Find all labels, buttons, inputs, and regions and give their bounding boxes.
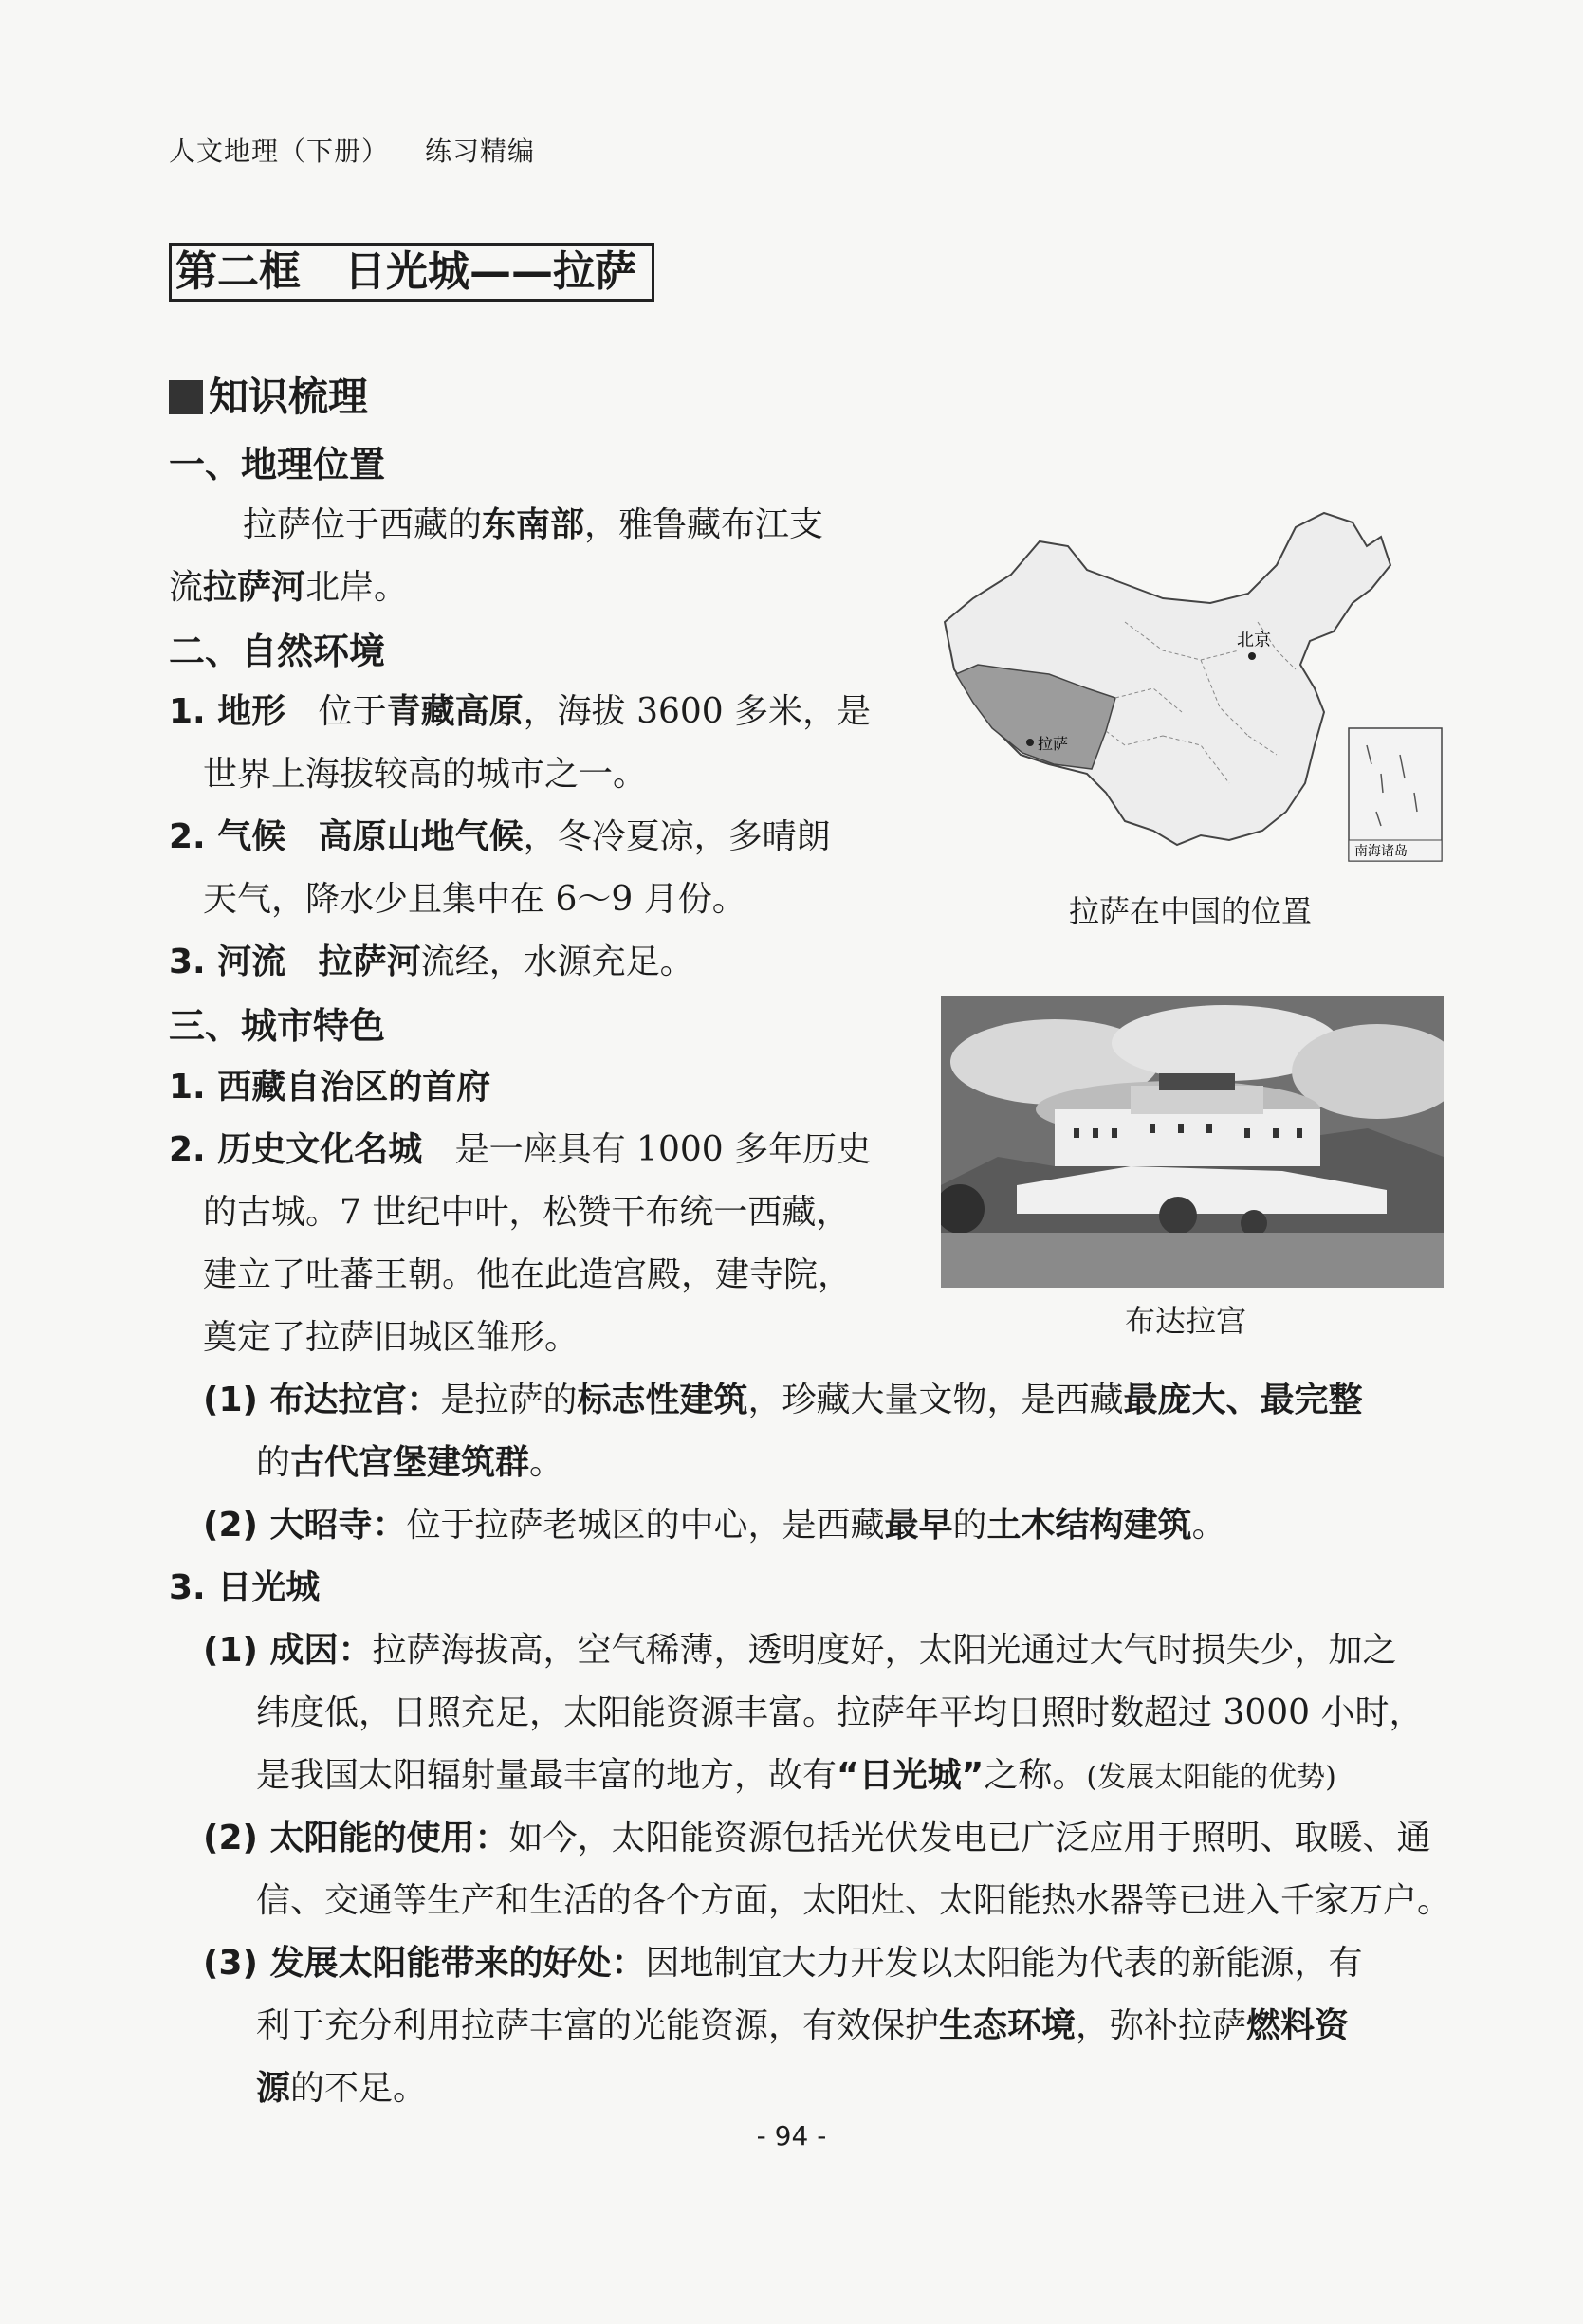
frame-title — [169, 243, 654, 302]
benefit-line-3: 源的不足。 — [256, 2069, 428, 2108]
square-bullet-icon — [169, 380, 203, 414]
heading-nature: 二、自然环境 — [169, 631, 386, 672]
terrain-item: 1. 地形 位于青藏高原，海拔 3600 多米，是 — [169, 692, 872, 731]
china-map-figure — [935, 508, 1447, 869]
benefit-line-2: 利于充分利用拉萨丰富的光能资源，有效保护生态环境，弥补拉萨燃料资 — [256, 2006, 1350, 2045]
use-line-1: (2) 太阳能的使用：如今，太阳能资源包括光伏发电已广泛应用于照明、取暖、通 — [203, 1819, 1431, 1857]
frame-number: 第二框 — [175, 247, 301, 296]
sun-city-item: 3. 日光城 — [169, 1568, 321, 1607]
jokhang-line: (2) 大昭寺：位于拉萨老城区的中心，是西藏最早的土木结构建筑。 — [203, 1506, 1226, 1545]
potala-line-2: 的古代宫堡建筑群。 — [256, 1443, 564, 1482]
potala-line-1: (1) 布达拉宫：是拉萨的标志性建筑，珍藏大量文物，是西藏最庞大、最完整 — [203, 1381, 1363, 1419]
heading-geo: 一、地理位置 — [169, 444, 386, 485]
china-map-icon — [935, 508, 1447, 869]
inset-label: 南海诸岛 — [1354, 844, 1408, 859]
terrain-line-2: 世界上海拔较高的城市之一。 — [203, 755, 648, 794]
photo-caption: 布达拉宫 — [1124, 1303, 1246, 1339]
lhasa-label: 拉萨 — [1038, 735, 1069, 753]
heading-city: 三、城市特色 — [169, 1005, 386, 1047]
map-caption: 拉萨在中国的位置 — [1068, 893, 1312, 929]
cause-line-1: (1) 成因：拉萨海拔高，空气稀薄，透明度好，太阳光通过大气时损失少，加之 — [203, 1631, 1397, 1670]
geo-line-2: 流拉萨河北岸。 — [169, 568, 409, 607]
running-header — [169, 131, 535, 169]
potala-palace-icon — [941, 996, 1444, 1288]
capital-item: 1. 西藏自治区的首府 — [169, 1068, 491, 1107]
cause-line-3: 是我国太阳辐射量最丰富的地方，故有“日光城”之称。(发展太阳能的优势) — [256, 1756, 1336, 1795]
cause-line-2: 纬度低，日照充足，太阳能资源丰富。拉萨年平均日照时数超过 3000 小时， — [256, 1693, 1424, 1732]
history-line-2: 的古城。7 世纪中叶，松赞干布统一西藏， — [203, 1193, 851, 1232]
river-item: 3. 河流 拉萨河流经，水源充足。 — [169, 942, 694, 981]
series-title: 练习精编 — [425, 136, 536, 167]
potala-photo — [941, 996, 1444, 1288]
geo-line-1: 拉萨位于西藏的东南部，雅鲁藏布江支 — [243, 505, 824, 544]
use-line-2: 信、交通等生产和生活的各个方面，太阳灶、太阳能热水器等已进入千家万户。 — [256, 1881, 1452, 1920]
history-line-3: 建立了吐蕃王朝。他在此造宫殿，建寺院， — [203, 1255, 853, 1294]
history-item: 2. 历史文化名城 是一座具有 1000 多年历史 — [169, 1130, 872, 1169]
section-heading: 知识梳理 — [169, 373, 368, 422]
history-line-4: 奠定了拉萨旧城区雏形。 — [203, 1318, 580, 1357]
benefit-line-1: (3) 发展太阳能带来的好处：因地制宜大力开发以太阳能为代表的新能源，有 — [203, 1944, 1363, 1983]
handwritten-note: (发展太阳能的优势) — [1086, 1761, 1336, 1794]
page-number: - 94 - — [756, 2120, 827, 2151]
beijing-label: 北京 — [1237, 631, 1271, 650]
frame-name: 日光城——拉萨 — [344, 247, 636, 296]
climate-line-2: 天气，降水少且集中在 6～9 月份。 — [203, 880, 746, 919]
climate-item: 2. 气候 高原山地气候，冬冷夏凉，多晴朗 — [169, 817, 831, 856]
book-title: 人文地理（下册） — [169, 136, 390, 167]
